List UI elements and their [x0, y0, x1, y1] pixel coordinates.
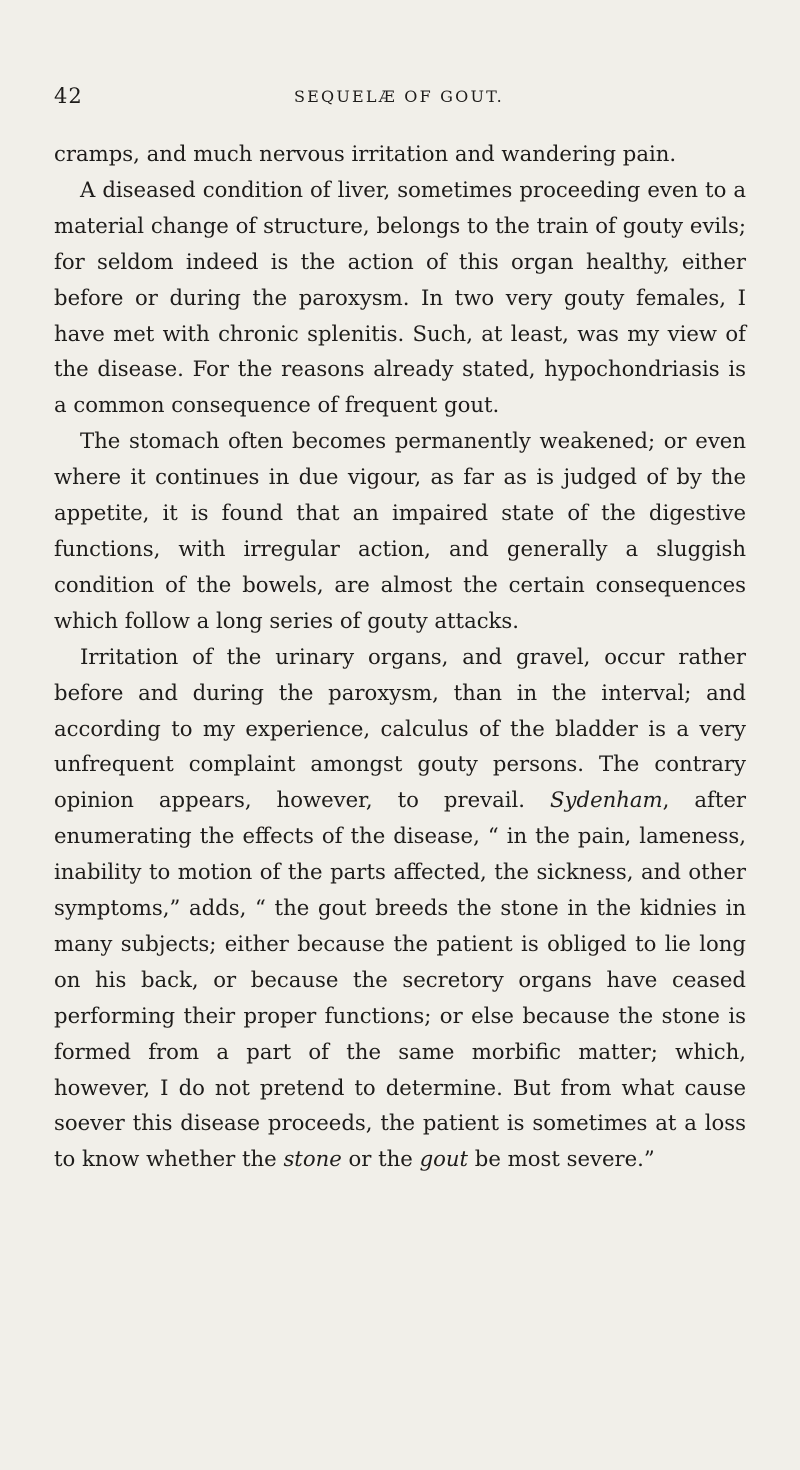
- paragraph-4-end: be most severe.”: [468, 1146, 655, 1172]
- running-head: [54, 84, 744, 114]
- body-text: [54, 136, 746, 1177]
- paragraph-1: cramps, and much nervous irritation and wandering pain.: [54, 141, 677, 166]
- italic-word-stone: stone: [283, 1146, 342, 1172]
- paragraph-4-or: or the: [341, 1146, 420, 1172]
- paragraph-2: A diseased condition of liver, sometimes proceeding even to a material change of structure, belongs to the train of gouty evils; for seldom indeed is the action of this organ healthy, either before or during the paroxysm. In two very gouty females, I have met with chronic splenitis. Such, at least, was my view of the disease. For the reasons already stated, hypochondriasis is a common consequence of frequent gout.: [54, 176, 746, 418]
- page-number: 42: [54, 84, 83, 108]
- paragraph-4: [54, 639, 746, 1178]
- paragraph-4-start: Irritation of the urinary organs, and gravel, occur rather before and during the paroxysm, than in the interval; and according to my experience, calculus of the bladder is a very unfrequent complaint amongst gouty persons. The contrary opinion appears, however, to prevail.: [54, 643, 746, 813]
- paragraph-3: The stomach often becomes permanently weakened; or even where it continues in due vigour, as far as is judged of by the appetite, it is found that an impaired state of the digestive functions, with irregular action, and generally a sluggish condition of the bowels, are almost the certain consequences which follow a long series of gouty attacks.: [54, 428, 746, 633]
- running-title: SEQUELÆ OF GOUT.: [294, 87, 504, 106]
- paragraph-4-quote: , after enumerating the effects of the disease, “ in the pain, lameness, inability to motion of the parts affected, the sickness, and other symptoms,” adds, “ the gout breeds the stone in the kidnies in many subjects; either because the patient is obliged to lie long on his back, or because the secretory organs have ceased performing their proper functions; or else because the stone is formed from a part of the same morbific matter; which, however, I do not pretend to determine. But from what cause soever this disease proceeds, the patient is sometimes at a loss to know whether the: [54, 787, 746, 1172]
- author-name-sydenham: Sydenham: [550, 787, 663, 813]
- italic-word-gout: gout: [419, 1146, 469, 1172]
